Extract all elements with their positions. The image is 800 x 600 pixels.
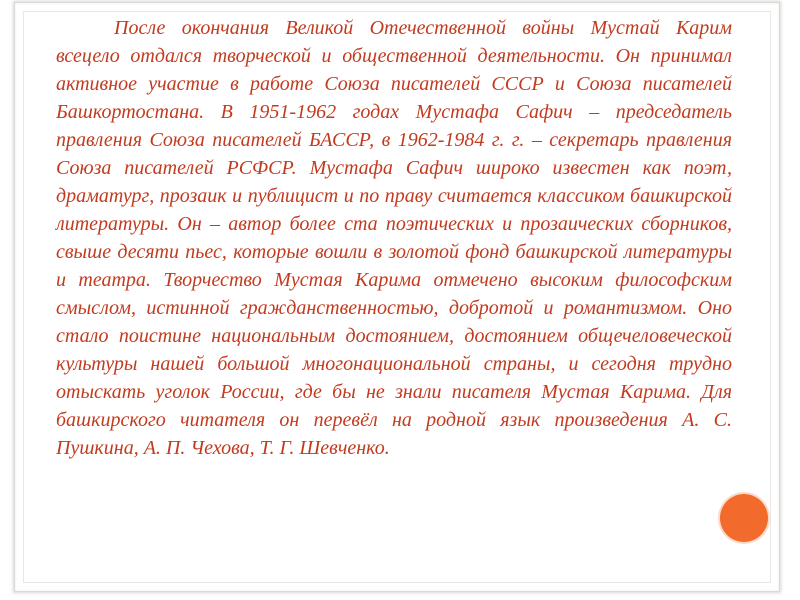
body-paragraph: После окончания Великой Отечественной войны Мустай Карим всецело отдался творческой и общественной деятельности. Он принимал активное участие в работе Союза писателей СССР и Союза писателей Башкортостана. В 1951-1962 годах Мустафа Сафич – председатель правления Союза писателей БАССР, в 1962-1984 г. г. – секретарь правления Союза писателей РСФСР. Мустафа Сафич широко известен как поэт, драматург, прозаик и публицист и по праву считается классиком башкирской литературы. Он – автор более ста поэтических и прозаических сборников, свыше десяти пьес, которые вошли в золотой фонд башкирской литературы и театра. Творчество Мустая Карима отмечено высоким философским смыслом, истинной гражданственностью, добротой и романтизмом. Оно стало поистине национальным достоянием, достоянием общечеловеческой культуры нашей большой многонациональной страны, и сегодня трудно отыскать уголок России, где бы не знали писателя Мустая Карима. Для башкирского читателя он перевёл на родной язык произведения А. С. Пушкина, А. П. Чехова, Т. Г. Шевченко. [56,17,732,459]
decorative-circle [720,494,768,542]
